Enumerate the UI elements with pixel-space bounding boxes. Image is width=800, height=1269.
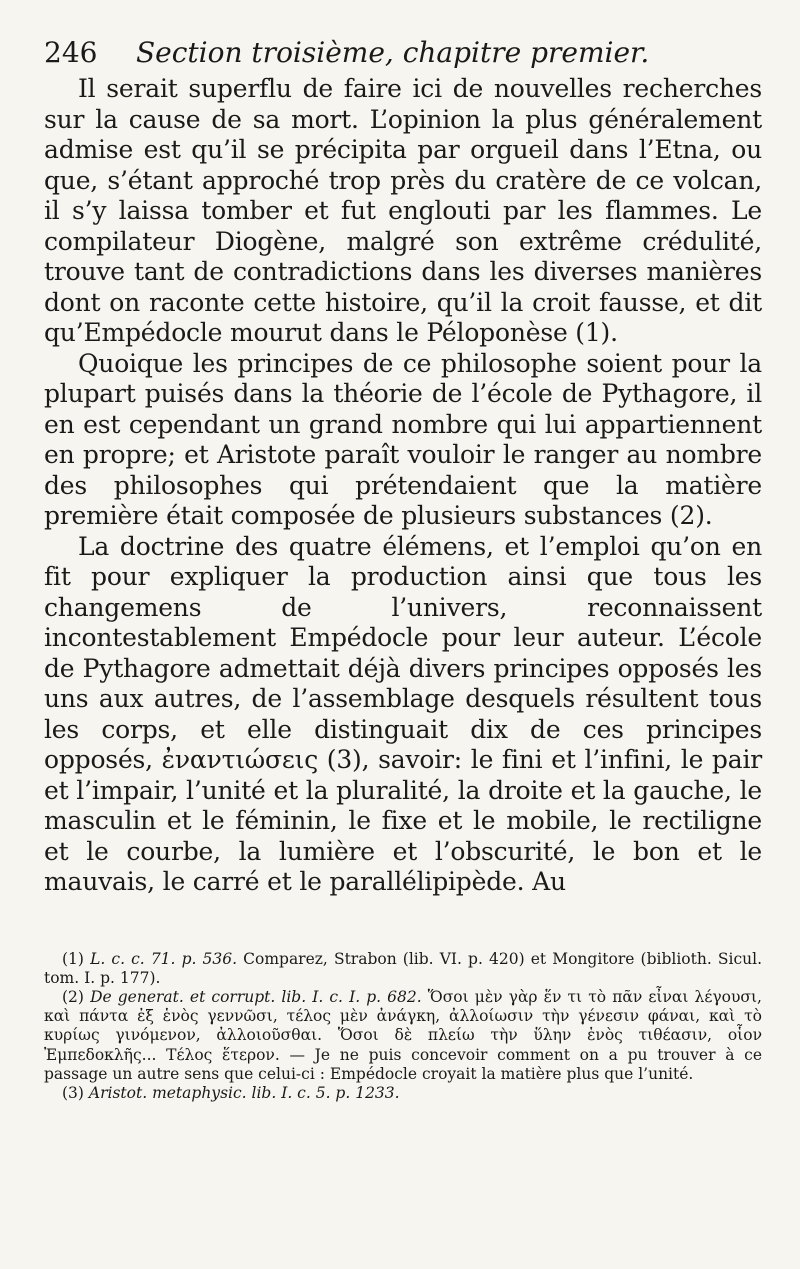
footnote-text: Comparez, Strabon (lib. VI. p. 420) et Mongitore (biblioth. Sicul. tom. I. p. 177). <box>44 949 762 987</box>
footnotes <box>44 950 762 1104</box>
paragraph: Quoique les principes de ce philosophe soient pour la plupart puisés dans la théorie de l’école de Pythagore, il en est cependant un grand nombre qui lui appartiennent en propre; et Aristote paraît vouloir le ranger au nombre des philosophes qui prétendaient que la matière première était composée de plusieurs substances (2). <box>44 348 762 530</box>
running-title: Section troisième, chapitre premier. <box>136 36 650 69</box>
footnote-reference: L. c. c. 71. p. 536. <box>90 949 238 968</box>
footnote-mark: (3) <box>62 1083 84 1102</box>
footnote-text: Ὅσοι μὲν γὰρ ἕν τι τὸ πᾶν εἶναι λέγουσι, καὶ πάντα ἐξ ἑνὸς γεννῶσι, τέλος μὲν ἀνάγκη, ἀλλοίωσιν τὴν γένεσιν φάναι, καὶ τὸ κυρίως γινόμενον, ἀλλοιοῦσθαι. Ὅσοι δὲ πλείω τὴν ὕλην ἑνὸς τιθέασιν, οἷον Ἐμπεδοκλῆς... Τέλος ἕτερον. — Je ne puis concevoir comment on a pu trouver à ce passage un autre sens que celui-ci : Empédocle croyait la matière plus que l’unité. <box>44 987 762 1083</box>
footnote <box>44 1084 762 1103</box>
page-number: 246 <box>44 36 98 69</box>
paragraph: Il serait superflu de faire ici de nouvelles recherches sur la cause de sa mort. L’opinion la plus généralement admise est qu’il se précipita par orgueil dans l’Etna, ou que, s’étant approché trop près du cratère de ce volcan, il s’y laissa tomber et fut englouti par les flammes. Le compilateur Diogène, malgré son extrême crédulité, trouve tant de contradictions dans les diverses manières dont on raconte cette histoire, qu’il la croit fausse, et dit qu’Empédocle mourut dans le Péloponèse (1). <box>44 74 762 347</box>
footnote-mark: (2) <box>62 987 84 1006</box>
book-page <box>44 36 762 1103</box>
footnote <box>44 950 762 988</box>
footnote-reference: De generat. et corrupt. lib. I. c. I. p. 682. <box>90 987 422 1006</box>
footnote-separator <box>44 898 762 950</box>
footnote-mark: (1) <box>62 949 84 968</box>
running-head <box>44 36 762 70</box>
body-text <box>44 74 762 898</box>
footnote <box>44 988 762 1084</box>
paragraph: La doctrine des quatre élémens, et l’emploi qu’on en fit pour expliquer la production ainsi que tous les changemens de l’univers, reconnaissent incontestablement Empédocle pour leur auteur. L’école de Pythagore admettait déjà divers principes opposés les uns aux autres, de l’assemblage desquels résultent tous les corps, et elle distinguait dix de ces principes opposés, ἐναντιώσεις (3), savoir: le fini et l’infini, le pair et l’impair, l’unité et la pluralité, la droite et la gauche, le masculin et le féminin, le fixe et le mobile, le rectiligne et le courbe, la lumière et l’obscurité, le bon et le mauvais, le carré et le parallélipipède. Au <box>44 531 762 896</box>
footnote-reference: Aristot. metaphysic. lib. I. c. 5. p. 1233. <box>88 1083 400 1102</box>
